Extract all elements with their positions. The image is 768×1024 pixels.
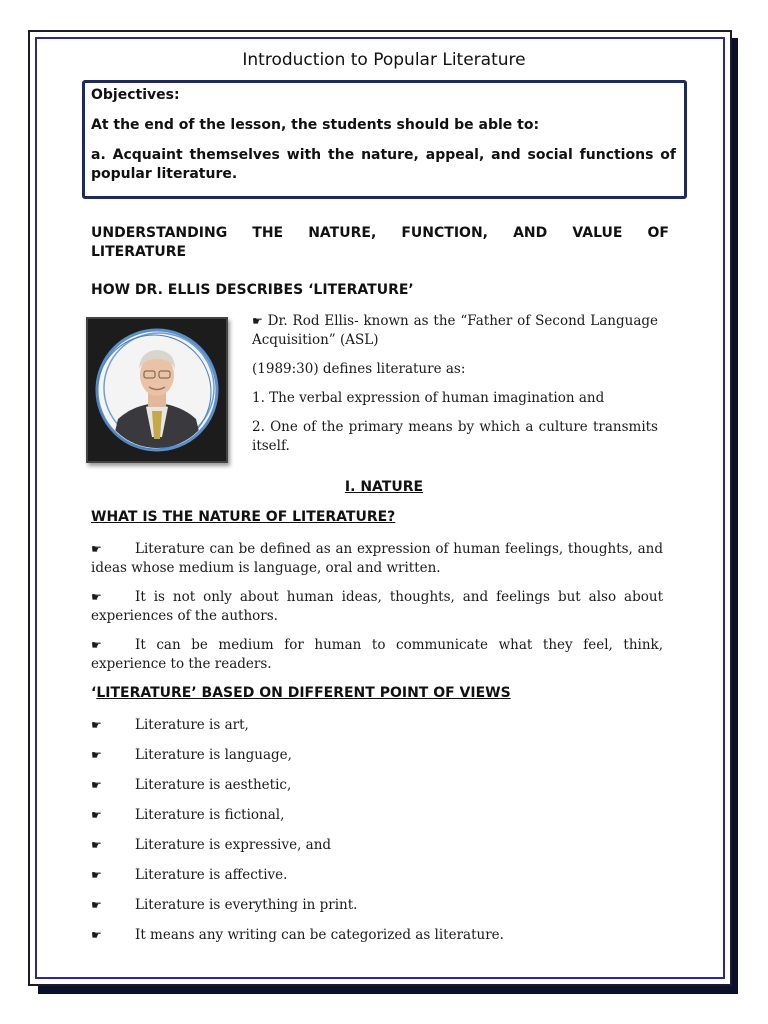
ellis-defines: (1989:30) defines literature as: [252,361,466,377]
list-item [91,896,651,926]
objectives-box [82,80,687,199]
ellis-intro [252,312,658,350]
ellis-intro-text: Dr. Rod Ellis- known as the “Father of Second Language Acquisition” (ASL) [252,313,658,348]
list-item [91,836,651,866]
list-item [91,636,663,674]
bullet-icon: ☛ [91,748,102,762]
objectives-intro: At the end of the lesson, the students should be able to: [91,117,540,133]
bullet-icon: ☛ [91,718,102,732]
bullet-icon: ☛ [91,638,102,652]
bullet-icon: ☛ [91,808,102,822]
ellis-heading: HOW DR. ELLIS DESCRIBES ‘LITERATURE’ [91,282,414,298]
list-item [91,588,663,626]
bullet-icon: ☛ [91,590,102,604]
ellis-description [252,312,658,466]
list-item [91,746,651,776]
bullet-icon: ☛ [91,868,102,882]
list-item [91,716,651,746]
list-item [91,866,651,896]
list-item [91,540,663,578]
list-item-text: Literature is art, [135,717,249,733]
bullet-icon: ☛ [91,838,102,852]
nature-question-heading: WHAT IS THE NATURE OF LITERATURE? [91,509,396,525]
list-item-text: Literature is language, [135,747,292,763]
bullet-icon: ☛ [91,542,102,556]
objective-item-a: a. Acquaint themselves with the nature, appeal, and social functions of popular literature. [91,147,676,182]
views-heading-quote: ‘ [91,685,97,701]
bullet-icon: ☛ [91,928,102,942]
nature-list [91,540,663,684]
list-item [91,926,651,956]
views-heading [91,685,511,701]
list-item-text: It means any writing can be categorized as literature. [135,927,504,943]
understanding-heading: UNDERSTANDING THE NATURE, FUNCTION, AND VALUE OF LITERATURE [91,225,669,260]
views-heading-text: LITERATURE’ BASED ON DIFFERENT POINT OF VIEWS [96,685,511,701]
list-item [91,806,651,836]
ellis-point-2: 2. One of the primary means by which a culture transmits itself. [252,419,658,454]
nature-heading: I. NATURE [344,479,424,495]
bullet-icon: ☛ [91,898,102,912]
bullet-icon: ☛ [252,314,263,328]
list-item-text: Literature is aesthetic, [135,777,292,793]
list-item-text: Literature can be defined as an expression of human feelings, thoughts, and ideas whose medium is language, oral and written. [91,541,663,576]
bullet-icon: ☛ [91,778,102,792]
list-item-text: It is not only about human ideas, thoughts, and feelings but also about experiences of the authors. [91,589,663,624]
ellis-point-1: 1. The verbal expression of human imagination and [252,390,605,406]
objectives-heading: Objectives: [91,87,180,103]
ellis-portrait-photo [86,317,228,463]
list-item-text: It can be medium for human to communicate what they feel, think, experience to the readers. [91,637,663,672]
list-item-text: Literature is expressive, and [135,837,332,853]
list-item-text: Literature is everything in print. [135,897,358,913]
list-item [91,776,651,806]
page-title: Introduction to Popular Literature [242,50,526,70]
list-item-text: Literature is fictional, [135,807,285,823]
views-list [91,716,651,956]
list-item-text: Literature is affective. [135,867,288,883]
